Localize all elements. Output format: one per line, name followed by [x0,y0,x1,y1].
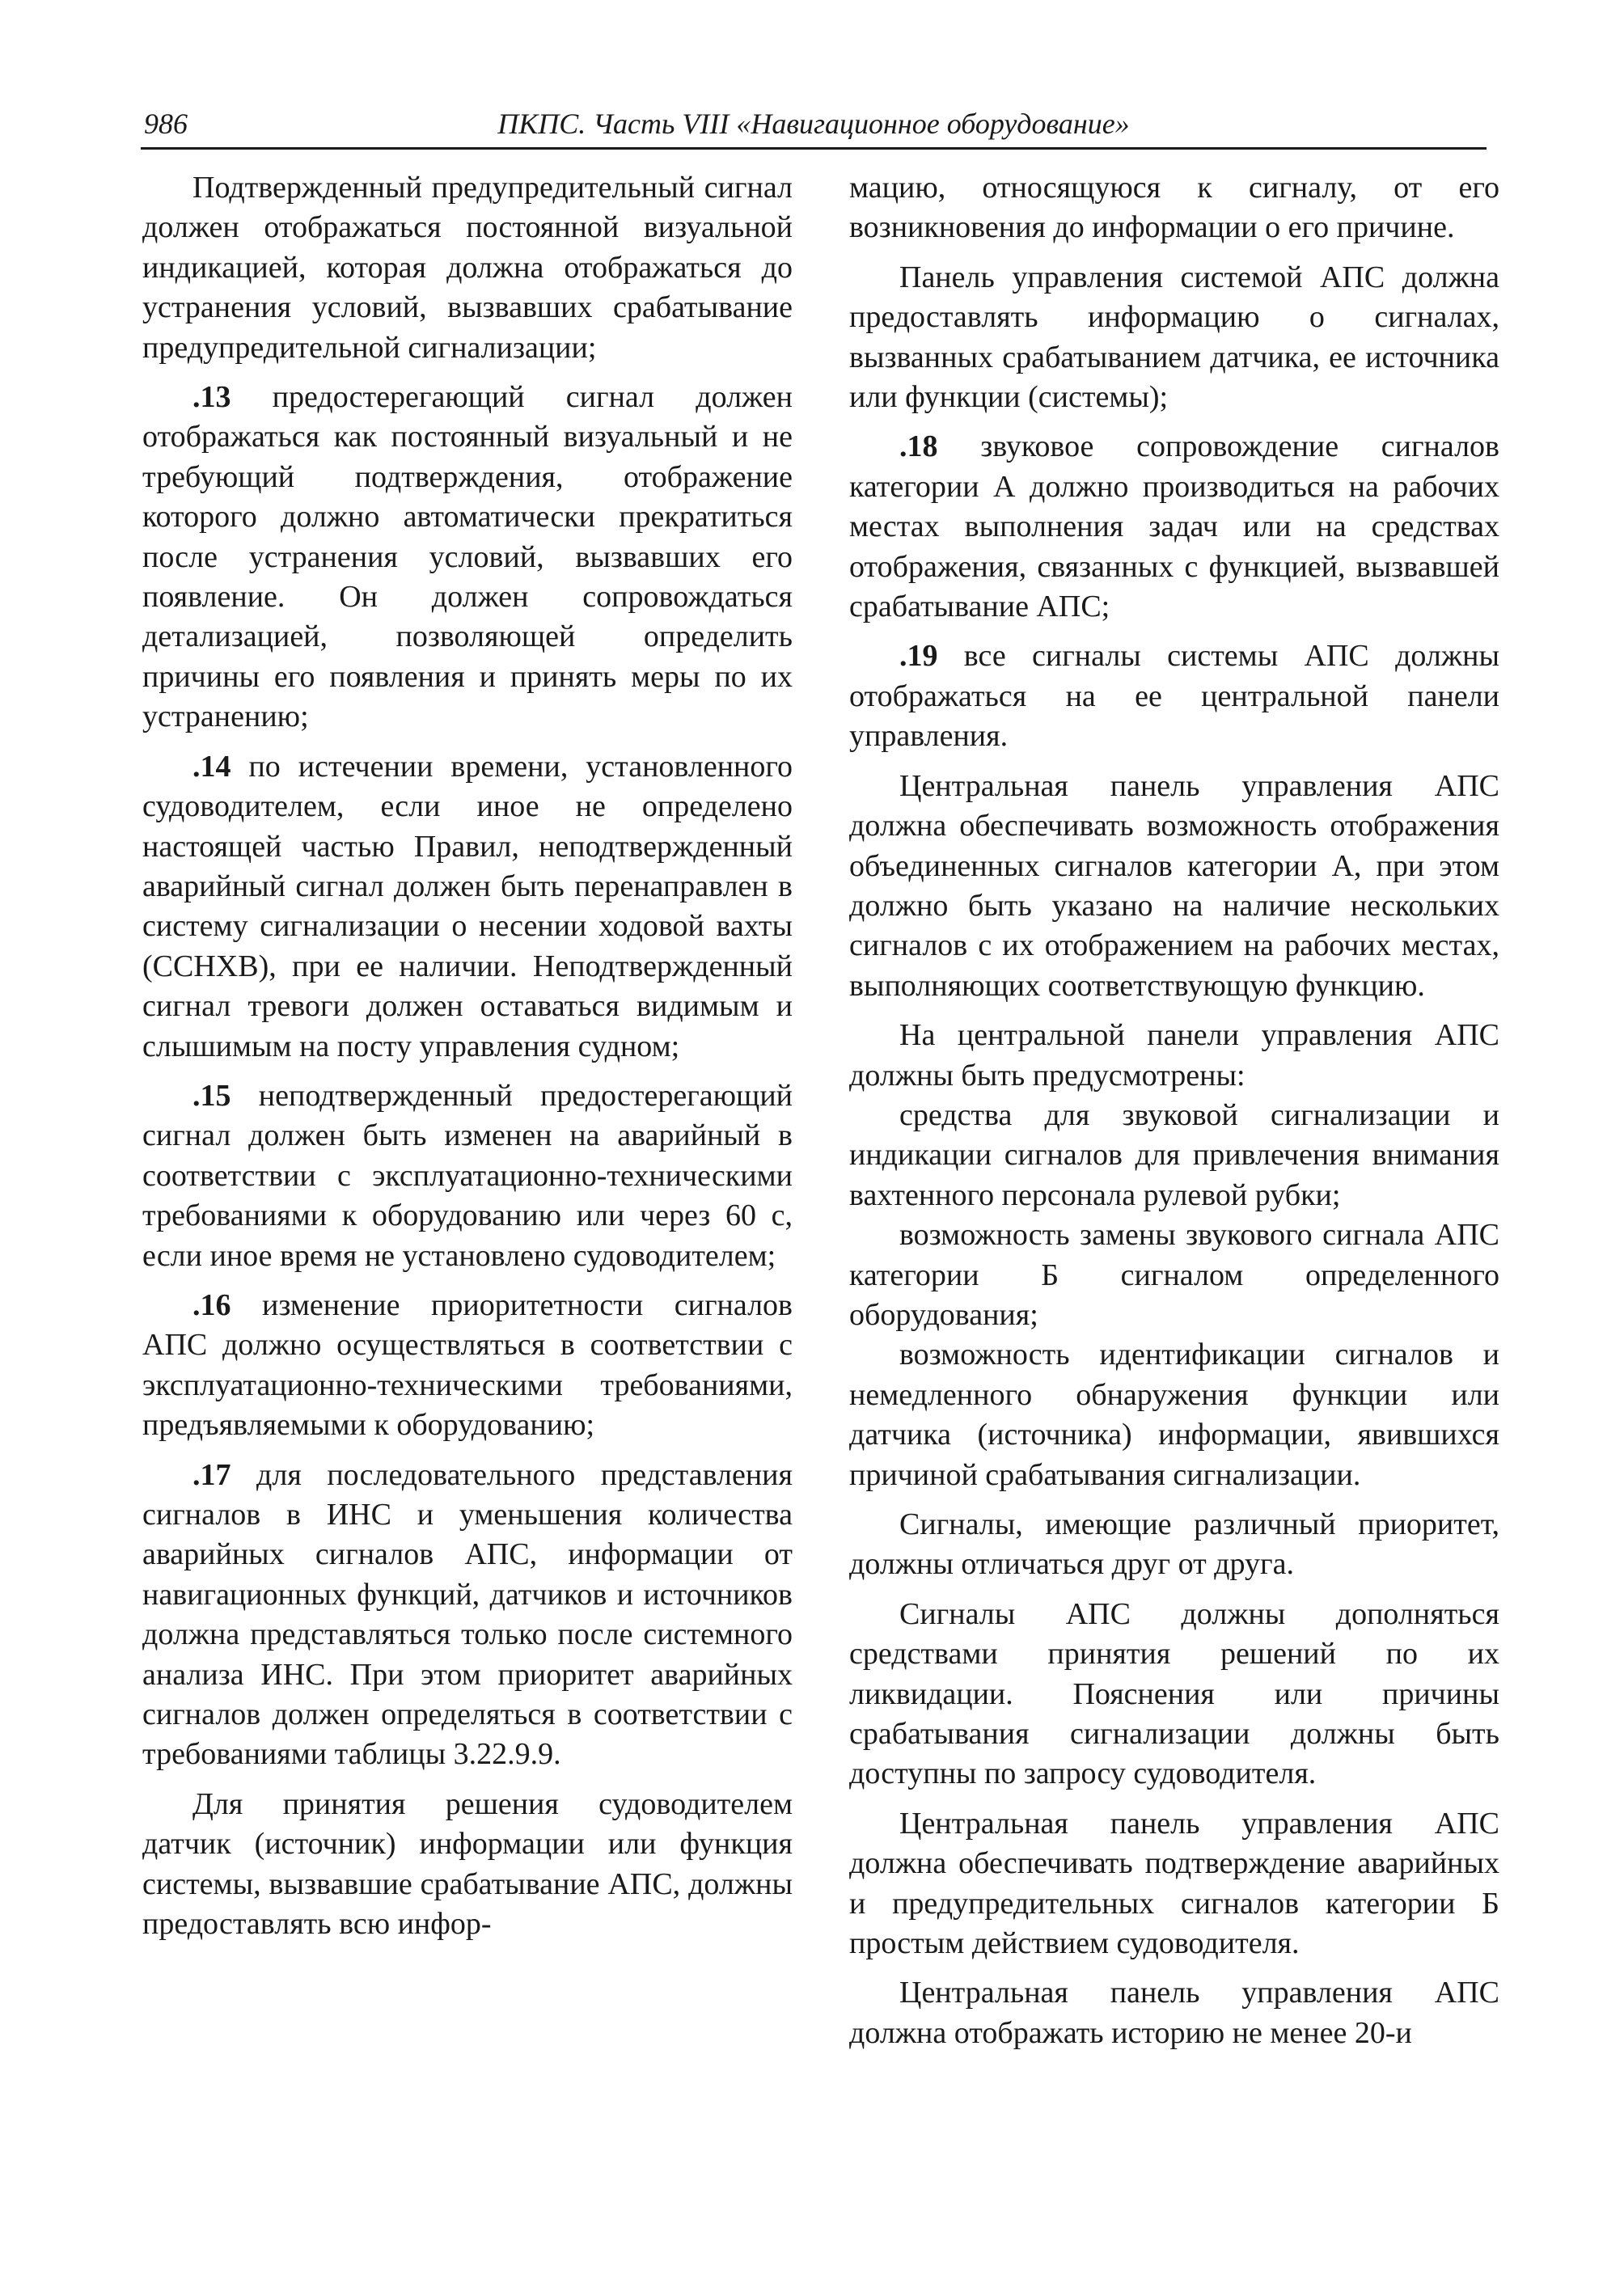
paragraph-continuation: мацию, относящуюся к сигналу, от его возникновения до информации о его причине. [849,171,1499,245]
list-item-16 [142,1286,793,1446]
list-item-19 [849,636,1499,756]
paragraph: На центральной панели управления АПС должны быть предусмотрены: [849,1018,1499,1093]
item-text: по истечении времени, установленного судоводителем, если иное не определено настоящей частью Правил, неподтвержденный аварийный сигнал должен быть перенаправлен в систему сигнализации о несении ходовой вахты (ССНХВ), при ее наличии. Неподтвержденный сигнал тревоги должен оставаться видимым и слышимым на посту управления судном; [142,749,793,1063]
paragraph: Сигналы АПС должны дополняться средствами принятия решений по их ликвидации. Пояснения или причины срабатывания сигнализации должны быть доступны по запросу судоводителя. [849,1596,1499,1791]
item-number: .14 [192,749,231,784]
paragraph: возможность замены звукового сигнала АПС категории Б сигналом определенного оборудования; [849,1218,1499,1332]
item-number: .16 [192,1287,231,1322]
item-text: предостерегающий сигнал должен отображаться как постоянный визуальный и не требующий подтверждения, отображение которого должно автоматически прекратиться после устранения условий, вызвавших его появление. Он должен сопровождаться детализацией, позволяющей определить причины его появления и принять меры по их устранению; [142,380,793,734]
left-column [142,168,793,1954]
running-title: ПКПС. Часть VIII «Навигационное оборудование» [497,108,1130,140]
list-item-17 [142,1456,793,1775]
paragraph: возможность идентификации сигналов и немедленного обнаружения функции или датчика (источника) информации, явившихся причиной срабатывания сигнализации. [849,1338,1499,1492]
right-column [849,168,1499,2063]
item-number: .18 [899,429,938,464]
item-number: .15 [192,1078,231,1113]
item-number: .19 [899,639,938,674]
paragraph: Для принятия решения судоводителем датчик (источник) информации или функция системы, вызвавшие срабатывание АПС, должны предоставлять всю инфор- [142,1786,793,1942]
item-text: звуковое сопровождение сигналов категории А должно производиться на рабочих местах выполнения задач или на средствах отображения, связанных с функцией, вызвавшей срабатывание АПС; [849,429,1499,624]
paragraph: средства для звуковой сигнализации и индикации сигналов для привлечения внимания вахтенного персонала рулевой рубки; [849,1097,1499,1212]
list-item-13 [142,378,793,738]
item-text: изменение приоритетности сигналов АПС должно осуществляться в соответствии с эксплуатационно-техническими требованиями, предъявляемыми к оборудованию; [142,1287,793,1443]
item-number: .13 [192,380,231,415]
paragraph: Центральная панель управления АПС должна обеспечивать возможность отображения объединенных сигналов категории А, при этом должно быть указано на наличие нескольких сигналов с их отображением на рабочих местах, выполняющих соответствующую функцию. [849,768,1499,1003]
list-item-14 [142,747,793,1067]
item-text: неподтвержденный предостерегающий сигнал должен быть изменен на аварийный в соответствии с эксплуатационно-техническими требованиями к оборудованию или через 60 с, если иное время не установлено судоводителем; [142,1078,793,1273]
list-item-18 [849,427,1499,627]
page-header [141,100,1487,150]
item-text: для последовательного представления сигналов в ИНС и уменьшения количества аварийных сигналов АПС, информации от навигационных функций, датчиков и источников должна представляться только после системного анализа ИНС. При этом приоритет аварийных сигналов должен определяться в соответствии с требованиями таблицы 3.22.9.9. [142,1457,793,1772]
paragraph: Подтвержденный предупредительный сигнал должен отображаться постоянной визуальной индикацией, которая должна отображаться до устранения условий, вызвавших срабатывание предупредительной сигнализации; [142,171,793,365]
item-number: .17 [192,1457,231,1492]
paragraph: Центральная панель управления АПС должна обеспечивать подтверждение аварийных и предупредительных сигналов категории Б простым действием судоводителя. [849,1806,1499,1961]
item-text: все сигналы системы АПС должны отображаться на ее центральной панели управления. [849,639,1499,754]
page-number: 986 [144,108,188,140]
list-item-15 [142,1076,793,1276]
paragraph: Центральная панель управления АПС должна отображать историю не менее 20-и [849,1976,1499,2050]
paragraph: Сигналы, имеющие различный приоритет, должны отличаться друг от друга. [849,1507,1499,1582]
paragraph: Панель управления системой АПС должна предоставлять информацию о сигналах, вызванных срабатыванием датчика, ее источника или функции (системы); [849,260,1499,415]
